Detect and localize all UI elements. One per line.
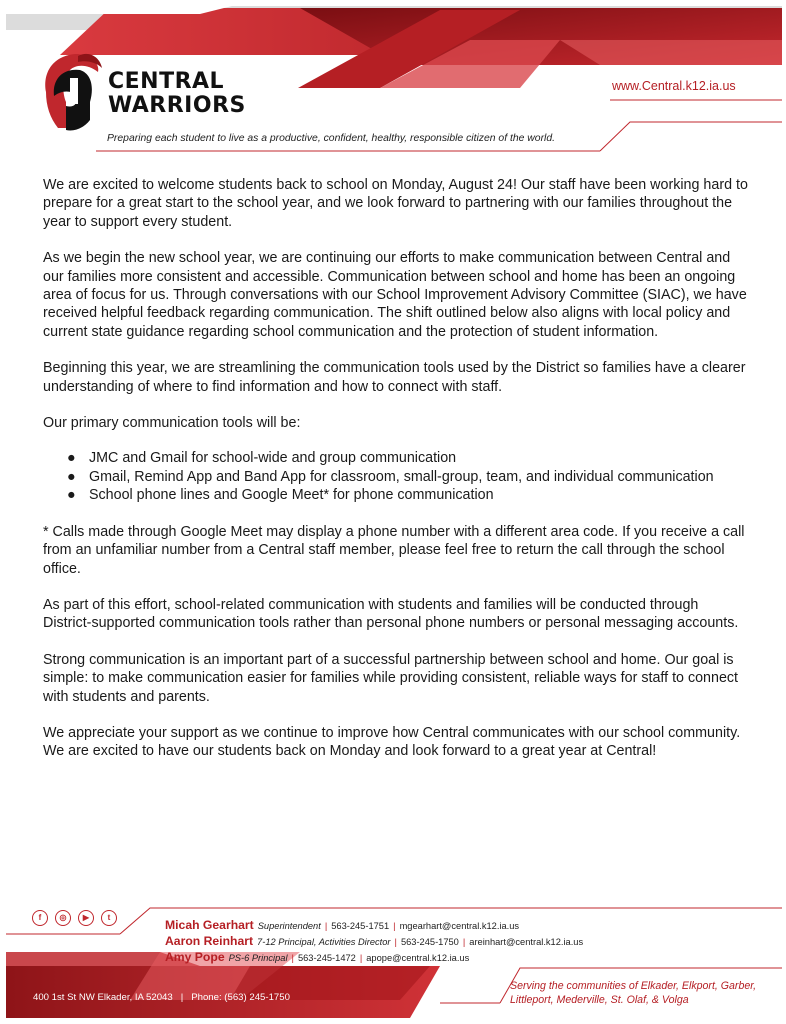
facebook-icon[interactable]: f — [32, 910, 48, 926]
contact-name: Amy Pope — [165, 950, 225, 964]
contact-phone[interactable]: 563-245-1750 — [400, 937, 459, 947]
paragraph-district-tools: As part of this effort, school-related communication with students and families will be conducted through District-supported communication tools rather than personal phone numbers or personal messaging accounts. — [43, 596, 739, 632]
separator: | — [180, 992, 184, 1003]
brand-name — [108, 70, 246, 118]
paragraph-communication-efforts: As we begin the new school year, we are continuing our efforts to make communication between Central and our families more consistent and accessible. Communication between school and home has been an ongoing area of focus for us. Through conversations with our School Improvement Advisory Committee (SIAC), we have received helpful feedback regarding communication. The shift outlined below also aligns with local policy and current state guidance regarding school communication and the protection of student information. — [43, 250, 747, 340]
bullet-icon: ● — [67, 450, 76, 467]
list-item: ● Gmail, Remind App and Band App for classroom, small-group, team, and individual communication — [67, 468, 714, 485]
youtube-icon[interactable]: ▶ — [78, 910, 94, 926]
instagram-icon[interactable]: ◎ — [55, 910, 71, 926]
social-links — [32, 910, 117, 926]
street-address: 400 1st St NW Elkader, IA 52043 — [33, 992, 173, 1003]
twitter-icon[interactable]: t — [101, 910, 117, 926]
separator: | — [359, 953, 363, 963]
website-link[interactable]: www.Central.k12.ia.us — [612, 79, 736, 93]
list-item: ● JMC and Gmail for school-wide and group communication — [67, 450, 457, 467]
communities-served: Serving the communities of Elkader, Elkport, Garber, Littleport, Mederville, St. Olaf, & Volga — [510, 980, 757, 1006]
contact-title: PS-6 Principal — [228, 953, 288, 963]
bullet-icon: ● — [67, 468, 76, 485]
paragraph-welcome: We are excited to welcome students back to school on Monday, August 24! Our staff have been working hard to prepare for a great start to the school year, and we look forward to partnering with our families throughout the year to support every student. — [43, 177, 748, 230]
paragraph-strong-communication: Strong communication is an important part of a successful partnership between school and home. Our goal is simple: to make communication easier for families while providing consistent, reliable ways for staff to connect with students and parents. — [43, 651, 739, 705]
separator: | — [393, 921, 396, 931]
contact-title: Superintendent — [257, 921, 321, 931]
letter-body — [43, 176, 748, 779]
district-address — [33, 992, 290, 1003]
contact-phone[interactable]: 563-245-1751 — [331, 921, 390, 931]
contact-row-ps6-principal — [165, 949, 583, 965]
contact-name: Micah Gearhart — [165, 918, 254, 932]
contact-row-712-principal — [165, 933, 583, 949]
contact-email[interactable]: mgearhart@central.k12.ia.us — [399, 921, 520, 931]
contact-row-superintendent — [165, 917, 583, 933]
district-phone[interactable]: Phone: (563) 245-1750 — [191, 992, 290, 1003]
contact-name: Aaron Reinhart — [165, 934, 254, 948]
separator: | — [291, 953, 294, 963]
paragraph-tools-intro: Our primary communication tools will be: — [43, 415, 301, 432]
separator: | — [324, 921, 328, 931]
mission-tagline: Preparing each student to live as a productive, confident, healthy, responsible citizen of the world. — [107, 133, 556, 144]
brand-line-1: CENTRAL — [108, 69, 225, 94]
contact-title: 7-12 Principal, Activities Director — [257, 937, 391, 947]
paragraph-closing: We appreciate your support as we continue to improve how Central communicates with our school community. We are excited to have our students back on Monday and look forward to a great year at Central! — [43, 724, 741, 760]
contact-phone[interactable]: 563-245-1472 — [297, 953, 356, 963]
paragraph-google-meet-note: * Calls made through Google Meet may display a phone number with a different area code. If you receive a call from an unfamiliar number from a Central staff member, please feel free to return the call through the school office. — [43, 523, 745, 577]
bullet-icon: ● — [67, 487, 76, 504]
list-item: ● School phone lines and Google Meet* for phone communication — [67, 487, 494, 504]
paragraph-streamlining: Beginning this year, we are streamlining the communication tools used by the District so families have a clearer understanding of where to find information and how to connect with staff. — [43, 360, 746, 395]
warrior-helmet-logo — [36, 48, 104, 136]
separator: | — [394, 937, 397, 947]
tools-list — [67, 449, 748, 504]
contact-email[interactable]: areinhart@central.k12.ia.us — [469, 937, 584, 947]
staff-contacts — [165, 917, 583, 965]
contact-email[interactable]: apope@central.k12.ia.us — [366, 953, 470, 963]
separator: | — [462, 937, 466, 947]
brand-line-2: WARRIORS — [108, 93, 246, 118]
